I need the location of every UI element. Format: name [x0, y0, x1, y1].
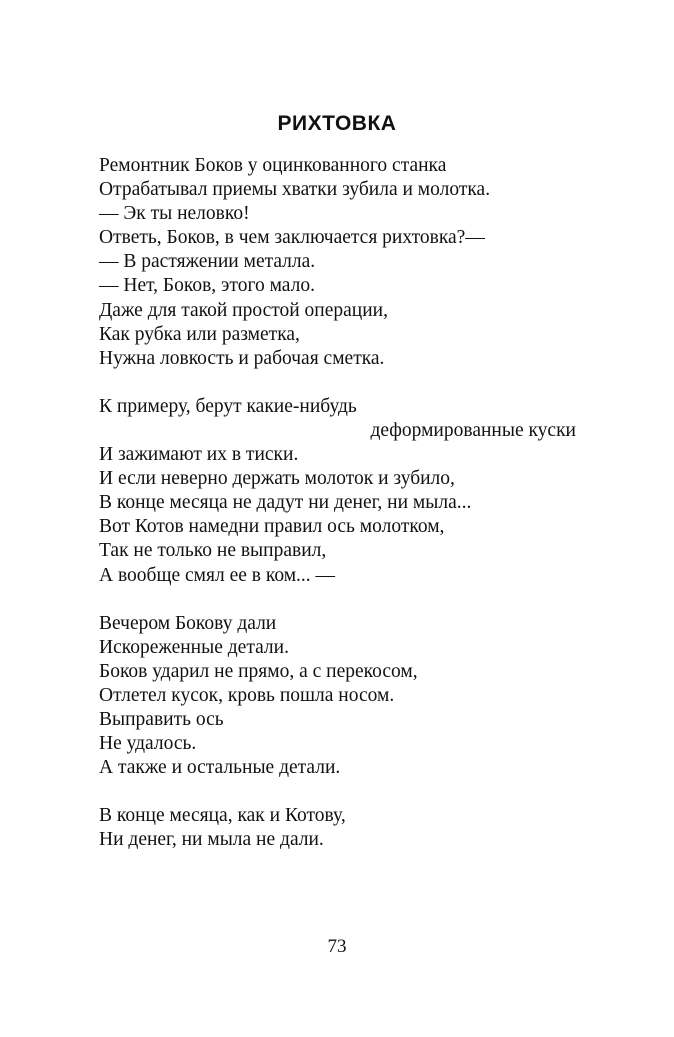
- poem-line: Вот Котов намедни правил ось молотком,: [99, 516, 445, 538]
- stanza: [99, 804, 589, 852]
- poem-line: Отрабатывал приемы хватки зубила и молотка.: [99, 179, 491, 201]
- poem-title: РИХТОВКА: [277, 112, 397, 135]
- poem-line: Выправить ось: [99, 708, 224, 730]
- stanza-gap: [99, 588, 589, 612]
- poem-line-continuation: деформированные куски: [370, 419, 576, 441]
- poem-line: Как рубка или разметка,: [99, 323, 300, 345]
- poem-line: А также и остальные детали.: [99, 757, 341, 779]
- stanza: [99, 612, 589, 781]
- poem-line: Так не только не выправил,: [99, 540, 327, 562]
- poem-line: Искореженные детали.: [99, 636, 289, 658]
- poem-line: Вечером Бокову дали: [99, 612, 277, 634]
- poem-line: Нужна ловкость и рабочая сметка.: [99, 347, 385, 369]
- stanza: [99, 395, 589, 588]
- poem-line: А вообще смял ее в ком... —: [99, 564, 336, 586]
- poem-body: [99, 154, 589, 852]
- poem-line: — Нет, Боков, этого мало.: [99, 275, 315, 297]
- poem-line: И если неверно держать молоток и зубило,: [99, 468, 455, 490]
- poem-line: Ремонтник Боков у оцинкованного станка: [99, 155, 447, 176]
- page-number: 73: [327, 936, 347, 957]
- poem-line: И зажимают их в тиски.: [99, 444, 299, 466]
- stanza-gap: [99, 371, 589, 395]
- poem-line: Ответь, Боков, в чем заключается рихтовка?—: [99, 227, 485, 249]
- poem-line: Боков ударил не прямо, а с перекосом,: [99, 660, 418, 682]
- poem-line: — Эк ты неловко!: [99, 203, 250, 225]
- poem-line: В конце месяца не дадут ни денег, ни мыла...: [99, 492, 472, 514]
- stanza-gap: [99, 780, 589, 804]
- poem-line: Отлетел кусок, кровь пошла носом.: [99, 684, 395, 706]
- poem-line: — В растяжении металла.: [99, 251, 316, 273]
- stanza: [99, 154, 589, 371]
- poem-line: В конце месяца, как и Котову,: [99, 805, 346, 827]
- poem-line: Даже для такой простой операции,: [99, 299, 388, 321]
- poem-line: Ни денег, ни мыла не дали.: [99, 829, 324, 851]
- poem-line: К примеру, берут какие-нибудь: [99, 395, 357, 417]
- poem-line: Не удалось.: [99, 733, 197, 755]
